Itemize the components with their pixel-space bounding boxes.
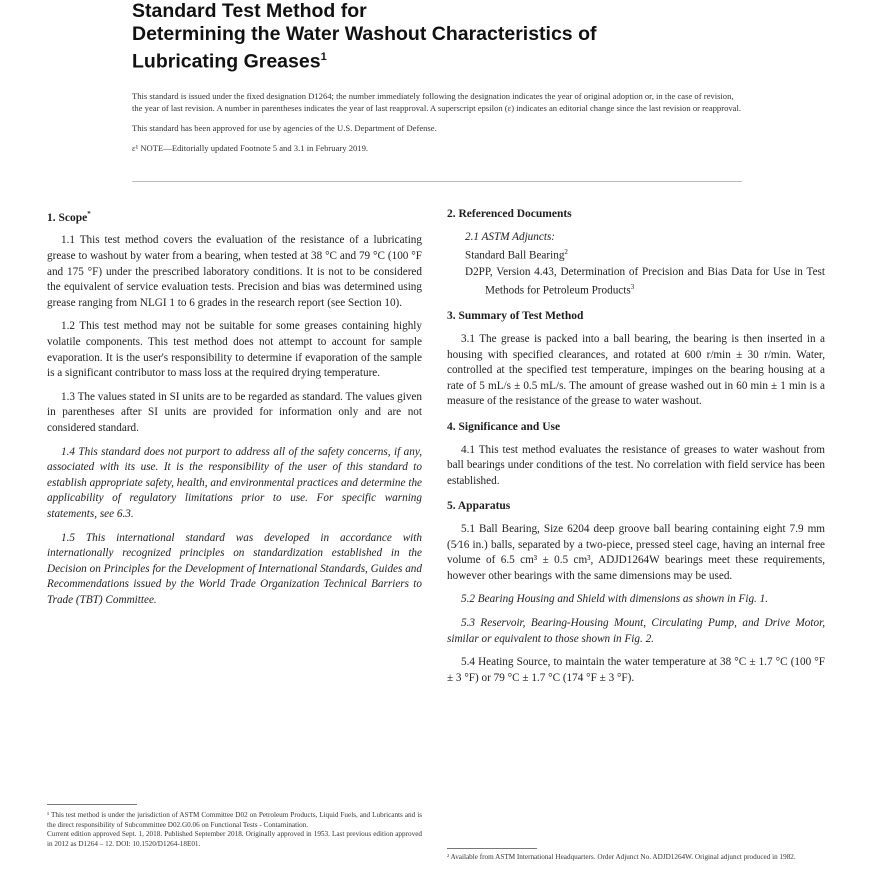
paragraph-5-2: 5.2 Bearing Housing and Shield with dimensions as shown in Fig. 1.	[461, 593, 769, 606]
footnote-rule-left	[47, 804, 137, 805]
right-column	[447, 207, 825, 696]
referenced-documents-section	[447, 207, 825, 299]
paragraph-1-1: 1.1 This test method covers the evaluation of the resistance of a lubricating grease to washout by water from a bearing, when tested at 38 °C and 79 °C (100 °F and 175 °F) under the prescribed laboratory conditions. It is not to be considered the equivalent of service evaluation tests. Precision and bias was determined using grease ranging from NLGI 1 to 6 grades in the research report (see Section 10).	[47, 234, 422, 309]
scope-heading: 1. Scope*	[47, 210, 91, 224]
significance-heading: 4. Significance and Use	[447, 421, 561, 433]
paragraph-1-5: 1.5 This international standard was developed in accordance with internationally recognized principles on standardization established in the Decision on Principles for the Development of International Standards, Guides and Recommendations issued by the World Trade Organization Technical Barriers to Trade (TBT) Committee.	[47, 531, 422, 606]
paragraph-5-4: 5.4 Heating Source, to maintain the water temperature at 38 °C ± 1.7 °C (100 °F ± 3 °F) or 79 °C ± 1.7 °C (174 °F ± 3 °F).	[447, 656, 825, 684]
footnote-1: ¹ This test method is under the jurisdiction of ASTM Committee D02 on Petroleum Products, Liquid Fuels, and Lubricants and is the direct responsibility of Subcommittee D02.G0.06 on Functional Tests - Contamination. Current edition approved Sept. 1, 2018. Published September 2018. Originally approved in 1953. Last previous edition approved in 2012 as D1264 – 12. DOI: 10.1520/D1264-18E01.	[47, 811, 422, 848]
paragraph-5-3: 5.3 Reservoir, Bearing-Housing Mount, Circulating Pump, and Drive Motor, similar or equivalent to those shown in Fig. 2.	[447, 616, 825, 645]
summary-section	[447, 309, 825, 410]
designation-paragraph: This standard is issued under the fixed designation D1264; the number immediately following the designation indicates the year of original adoption or, in the case of revision, the year of last revision. A number in parentheses indicates the year of last reapproval. A superscript epsilon (ε) indicates an editorial change since the last revision or reapproval.	[132, 91, 742, 113]
left-column	[47, 207, 422, 616]
paragraph-5-1: 5.1 Ball Bearing, Size 6204 deep groove ball bearing containing eight 7.9 mm (5⁄16 in.) balls, separated by a two-piece, pressed steel cage, having an internal free volume of 6.5 cm³ ± 0.5 cm³, ADJD1264W bearings meet these requirements, however other bearings with the same dimensions may be used.	[447, 522, 825, 582]
summary-heading: 3. Summary of Test Method	[447, 310, 584, 323]
paragraph-1-3: 1.3 The values stated in SI units are to be regarded as standard. The values given in parentheses after SI units are provided for information only and are not considered standard.	[47, 390, 422, 434]
paragraph-4-1: 4.1 This test method evaluates the resistance of greases to water washout from ball bearings under conditions of the test. No correlation with field service has been established.	[447, 443, 825, 487]
apparatus-section	[447, 499, 825, 686]
referenced-documents-heading: 2. Referenced Documents	[447, 208, 572, 220]
footnote-2: ² Available from ASTM International Headquarters. Order Adjunct No. ADJD1264W. Original adjunct produced in 1982.	[447, 853, 796, 861]
editorial-note: ε¹ NOTE—Editorially updated Footnote 5 and 3.1 in February 2019.	[132, 143, 369, 153]
paragraph-1-2: 1.2 This test method may not be suitable for some greases containing highly volatile components. This test method does not attempt to account for sample evaporation. It is the user's responsibility to determine if evaporation of the sample is a significant contributor to mass loss at the required drying temperature.	[47, 320, 422, 380]
title-line-2: Determining the Water Washout Characteristics of	[132, 23, 597, 45]
paragraph-3-1: 3.1 The grease is packed into a ball bearing, the bearing is then inserted in a housing with specified clearances, and rotated at 600 r/min ± 30 r/min. Water, controlled at the specified test temperature, impinges on the bearing housing at a rate of 5 mL/s ± 0.5 mL/s. The amount of grease washed out in 60 min ± 1 min is a measure of the resistance of the grease to water washout.	[447, 333, 825, 408]
apparatus-heading: 5. Apparatus	[447, 500, 511, 513]
title-line-1: Standard Test Method for	[132, 0, 367, 22]
document-title	[132, 0, 752, 74]
significance-section	[447, 420, 825, 489]
reference-standard-bearing: Standard Ball Bearing$^2$	[465, 248, 568, 262]
reference-d2pp: D2PP, Version 4.43, Determination of Precision and Bias Data for Use in Test Methods for Petroleum Products$^3$	[465, 265, 825, 297]
title-line-3: Lubricating Greases$^1$	[132, 50, 327, 73]
footnote-rule-right	[447, 848, 537, 849]
header-divider	[132, 181, 742, 182]
designation-notice	[132, 90, 742, 162]
paragraph-1-4: 1.4 This standard does not purport to address all of the safety concerns, if any, associated with its use. It is the responsibility of the user of this standard to establish appropriate safety, health, and environmental practices and determine the applicability of regulatory limitations prior to use. For specific warning statements, see 6.3.	[47, 445, 422, 520]
dod-approval-paragraph: This standard has been approved for use by agencies of the U.S. Department of Defense.	[132, 123, 437, 133]
paragraph-2-1: 2.1 ASTM Adjuncts:	[465, 230, 556, 243]
title-footnote-mark: 1	[320, 51, 327, 63]
